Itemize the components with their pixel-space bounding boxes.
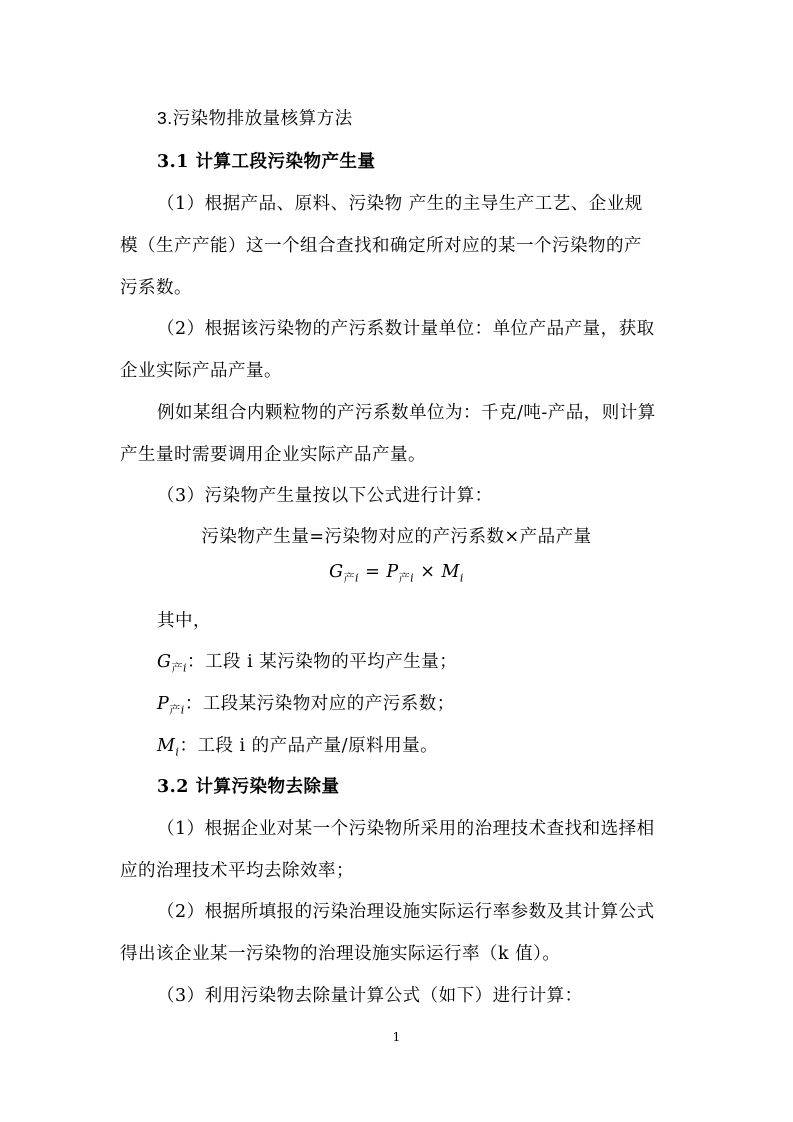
paragraph-line: （1）根据产品、原料、污染物 产生的主导生产工艺、企业规 <box>157 194 643 214</box>
paragraph-line: 得出该企业某一污染物的治理设施实际运行率（k 值）。 <box>120 944 561 964</box>
formula-text: 污染物产生量=污染物对应的产污系数×产品产量 <box>201 527 592 547</box>
formula-symbol-m: M <box>441 562 460 582</box>
qizhong-label: 其中， <box>157 611 211 631</box>
paragraph-line: 产生量时需要调用企业实际产品产量。 <box>120 445 426 465</box>
section-heading-3-1: 3.1 计算工段污染物产生量 <box>157 152 376 172</box>
formula-symbol-g: G <box>329 562 344 582</box>
section-heading-3: 3.污染物排放量核算方法 <box>157 108 353 128</box>
paragraph-line: 模（生产产能）这一个组合查找和确定所对应的某一个污染物的产 <box>120 236 642 256</box>
definition-p: $P_{产i}$：工段某污染物对应的产污系数； <box>157 694 455 717</box>
paragraph-line: （1）根据企业对某一个污染物所采用的治理技术查找和选择相 <box>157 819 655 839</box>
paragraph-line: 例如某组合内颗粒物的产污系数单位为：千克/吨-产品，则计算 <box>157 403 656 423</box>
definition-m: $M_i$：工段 i 的产品产量/原料用量。 <box>157 736 439 759</box>
formula-equation: $G_{产i} = P_{产i} \times M_i$ <box>329 562 464 585</box>
paragraph-line: （2）根据该污染物的产污系数计量单位：单位产品产量，获取 <box>157 319 655 339</box>
paragraph-line: （3）污染物产生量按以下公式进行计算： <box>157 486 493 506</box>
paragraph-line: 企业实际产品产量。 <box>120 361 282 381</box>
definition-g: $G_{产i}$：工段 i 某污染物的平均产生量； <box>157 652 458 675</box>
formula-symbol-p: P <box>386 562 399 582</box>
paragraph-line: 应的治理技术平均去除效率； <box>120 861 354 881</box>
paragraph-line: （2）根据所填报的污染治理设施实际运行率参数及其计算公式 <box>157 902 655 922</box>
paragraph-line: 污系数。 <box>120 278 192 298</box>
page-number: 1 <box>392 1030 401 1044</box>
section-heading-3-2: 3.2 计算污染物去除量 <box>157 777 340 797</box>
paragraph-line: （3）利用污染物去除量计算公式（如下）进行计算： <box>157 986 583 1006</box>
